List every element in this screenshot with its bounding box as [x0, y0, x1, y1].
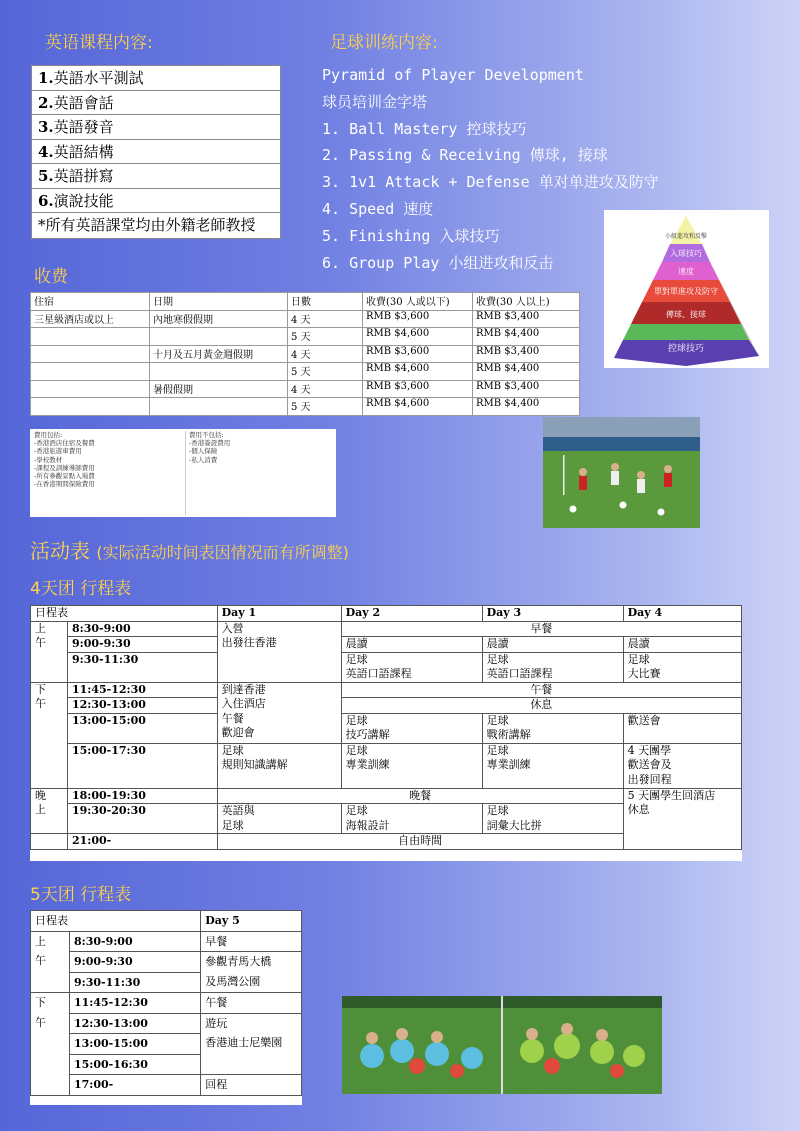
- table-row: [31, 952, 302, 973]
- time-cell: 8:30-9:00: [68, 621, 218, 637]
- table-cell: 午餐: [341, 682, 741, 698]
- table-cell: [31, 398, 150, 416]
- schedule-4-day-table: [30, 605, 742, 861]
- table-row: [31, 310, 580, 328]
- table-cell: 晨讀: [623, 637, 741, 653]
- pyramid-label: 單對單進攻及防守: [654, 287, 718, 296]
- table-cell: 歡送會: [623, 713, 741, 743]
- table-cell: 4 天: [288, 345, 363, 363]
- table-row: [31, 652, 742, 682]
- english-item: 6.演說技能: [32, 189, 280, 214]
- table-cell: 足球 專業訓練: [482, 743, 623, 788]
- table-cell: [150, 363, 288, 381]
- table-cell: 自由時間: [217, 834, 623, 850]
- table-header: 收費(30 人以上): [473, 293, 580, 311]
- table-row: [31, 788, 742, 804]
- football-item: 球员培训金字塔: [322, 92, 428, 111]
- time-cell: 9:00-9:30: [68, 637, 218, 653]
- table-cell: 足球 英語口語課程: [482, 652, 623, 682]
- table-cell: 休息: [341, 698, 741, 714]
- football-item: 1. Ball Mastery 控球技巧: [322, 119, 527, 138]
- tour4-heading: 4天团 行程表: [30, 579, 132, 599]
- table-row: [31, 398, 580, 416]
- table-cell: 早餐: [201, 931, 302, 952]
- table-cell: RMB $4,600: [363, 328, 473, 346]
- team-huddle-photo: [342, 996, 662, 1094]
- table-cell: 5 天團學生回酒店 休息: [623, 788, 741, 849]
- fees-exclude-list: 費用不包括: -香港簽證費用 -個人保險 -私人消費: [185, 431, 230, 515]
- table-header: 日程表: [31, 911, 201, 932]
- table-cell: 內地寒假假期: [150, 310, 288, 328]
- time-cell: 8:30-9:00: [70, 931, 201, 952]
- time-cell: 13:00-15:00: [68, 713, 218, 743]
- football-item: Pyramid of Player Development: [322, 66, 584, 84]
- table-cell: 到達香港 入住酒店 午餐 歡迎會: [217, 682, 341, 743]
- period-label: 下 午: [31, 993, 70, 1096]
- table-row: [31, 1075, 302, 1096]
- time-cell: 21:00-: [68, 834, 218, 850]
- table-row: [31, 682, 742, 698]
- fees-table: [30, 292, 580, 416]
- table-row: [31, 698, 742, 714]
- table-cell: 入營 出發往香港: [217, 621, 341, 682]
- table-row: [31, 743, 742, 788]
- table-header: 收費(30 人或以下): [363, 293, 473, 311]
- pyramid-label: 小組進攻和反擊: [664, 233, 708, 240]
- english-course-list: [31, 65, 281, 239]
- table-cell: 晚餐: [217, 788, 623, 804]
- table-cell: [31, 345, 150, 363]
- table-cell: RMB $4,600: [363, 363, 473, 381]
- english-course-heading: 英语课程内容:: [45, 33, 153, 53]
- table-cell: 英語與 足球: [217, 804, 341, 834]
- time-cell: 12:30-13:00: [68, 698, 218, 714]
- english-item: 3.英語發音: [32, 115, 280, 140]
- table-cell: RMB $4,400: [473, 363, 580, 381]
- football-training-heading: 足球训练内容:: [330, 33, 438, 53]
- time-cell: 12:30-13:00: [70, 1013, 201, 1034]
- table-cell: 5 天: [288, 328, 363, 346]
- table-header: Day 2: [341, 606, 482, 622]
- table-row: [31, 380, 580, 398]
- time-cell: 9:00-9:30: [70, 952, 201, 973]
- table-cell: [150, 328, 288, 346]
- schedule-heading: 活动表 (实际活动时间表因情况而有所调整): [30, 539, 349, 563]
- pyramid-label: 傳球、接球: [666, 310, 706, 319]
- table-cell: 參觀青馬大橋 及馬灣公園: [201, 952, 302, 993]
- english-item: *所有英語課堂均由外籍老師教授: [38, 216, 256, 234]
- table-row: [31, 621, 742, 637]
- table-row: [31, 1013, 302, 1034]
- period-label: 上 午: [31, 621, 68, 682]
- table-cell: [31, 363, 150, 381]
- table-cell: 足球 大比賽: [623, 652, 741, 682]
- table-header-row: [31, 293, 580, 311]
- table-cell: 5 天: [288, 363, 363, 381]
- table-cell: 4 天團學 歡送會及 出發回程: [623, 743, 741, 788]
- tour5-heading: 5天团 行程表: [30, 885, 132, 905]
- football-item: 6. Group Play 小组进攻和反击: [322, 253, 554, 272]
- table-row: [31, 328, 580, 346]
- pyramid-label: 速度: [678, 267, 694, 276]
- pyramid-label: 控球技巧: [667, 344, 705, 354]
- table-cell: RMB $3,400: [473, 310, 580, 328]
- table-cell: 晨讀: [341, 637, 482, 653]
- period-label: 晚 上: [31, 788, 68, 834]
- football-training-photo: [543, 417, 700, 528]
- table-cell: 足球 技巧講解: [341, 713, 482, 743]
- table-cell: 回程: [201, 1075, 302, 1096]
- table-cell: RMB $3,600: [363, 380, 473, 398]
- period-label: 下 午: [31, 682, 68, 788]
- time-cell: 15:00-17:30: [68, 743, 218, 788]
- table-cell: 足球 規則知識講解: [217, 743, 341, 788]
- time-cell: 15:00-16:30: [70, 1054, 201, 1075]
- table-cell: RMB $3,400: [473, 345, 580, 363]
- table-header: Day 3: [482, 606, 623, 622]
- table-cell: 早餐: [341, 621, 741, 637]
- table-cell: 午餐: [201, 993, 302, 1014]
- time-cell: 11:45-12:30: [70, 993, 201, 1014]
- table-header: 住宿: [31, 293, 150, 311]
- table-cell: RMB $3,600: [363, 310, 473, 328]
- football-item: 3. 1v1 Attack + Defense 单对单进攻及防守: [322, 173, 659, 192]
- table-cell: 遊玩 香港迪士尼樂園: [201, 1013, 302, 1075]
- english-item: 1.英語水平測試: [32, 66, 280, 91]
- table-header: 日數: [288, 293, 363, 311]
- table-cell: 足球 英語口語課程: [341, 652, 482, 682]
- table-cell: 4 天: [288, 380, 363, 398]
- fees-heading: 收费: [34, 267, 68, 287]
- table-cell: RMB $4,400: [473, 328, 580, 346]
- time-cell: 9:30-11:30: [68, 652, 218, 682]
- table-header: Day 4: [623, 606, 741, 622]
- table-cell: [31, 328, 150, 346]
- time-cell: 9:30-11:30: [70, 972, 201, 993]
- table-row: [31, 363, 580, 381]
- table-cell: [150, 398, 288, 416]
- fees-include-list: 費用包括: -香港酒店住宿及餐費 -香港旅遊車費用 -學校教材 -課程及訓練導師費用 -所有參觀景點入場費 -在香港期間保險費用: [34, 431, 95, 489]
- table-header: 日程表: [31, 606, 218, 622]
- table-cell: 晨讀: [482, 637, 623, 653]
- table-header: Day 1: [217, 606, 341, 622]
- time-cell: 19:30-20:30: [68, 804, 218, 834]
- table-row: [31, 993, 302, 1014]
- table-cell: 三星級酒店或以上: [31, 310, 150, 328]
- time-cell: 11:45-12:30: [68, 682, 218, 698]
- english-item: 2.英語會話: [32, 91, 280, 116]
- table-cell: 4 天: [288, 310, 363, 328]
- english-item: 5.英語拼寫: [32, 164, 280, 189]
- table-cell: RMB $4,600: [363, 398, 473, 416]
- table-header-row: [31, 606, 742, 622]
- football-item: 2. Passing & Receiving 傳球, 接球: [322, 146, 608, 165]
- player-development-pyramid: [604, 210, 769, 368]
- table-cell: [31, 380, 150, 398]
- table-cell: RMB $3,600: [363, 345, 473, 363]
- table-cell: 足球 海報設計: [341, 804, 482, 834]
- english-item: 4.英語結構: [32, 140, 280, 165]
- table-row: [31, 345, 580, 363]
- table-cell: RMB $4,400: [473, 398, 580, 416]
- time-cell: 18:00-19:30: [68, 788, 218, 804]
- table-cell: 5 天: [288, 398, 363, 416]
- football-item: 5. Finishing 入球技巧: [322, 226, 500, 245]
- time-cell: 17:00-: [70, 1075, 201, 1096]
- table-cell: 十月及五月黃金週假期: [150, 345, 288, 363]
- table-cell: 足球 詞彙大比拼: [482, 804, 623, 834]
- table-cell: 足球 專業訓練: [341, 743, 482, 788]
- pyramid-label: 入球技巧: [670, 249, 702, 258]
- fees-inclusions-box: [30, 429, 336, 517]
- table-cell: 足球 戰術講解: [482, 713, 623, 743]
- period-label: 上 午: [31, 931, 70, 993]
- table-cell: 暑假假期: [150, 380, 288, 398]
- football-item: 4. Speed 速度: [322, 199, 434, 218]
- table-row: [31, 931, 302, 952]
- table-cell: RMB $3,400: [473, 380, 580, 398]
- table-header: 日期: [150, 293, 288, 311]
- table-row: [31, 713, 742, 743]
- table-header: Day 5: [201, 911, 302, 932]
- table-header-row: [31, 911, 302, 932]
- time-cell: 13:00-15:00: [70, 1034, 201, 1055]
- schedule-5-day-table: [30, 910, 302, 1105]
- table-row: [31, 637, 742, 653]
